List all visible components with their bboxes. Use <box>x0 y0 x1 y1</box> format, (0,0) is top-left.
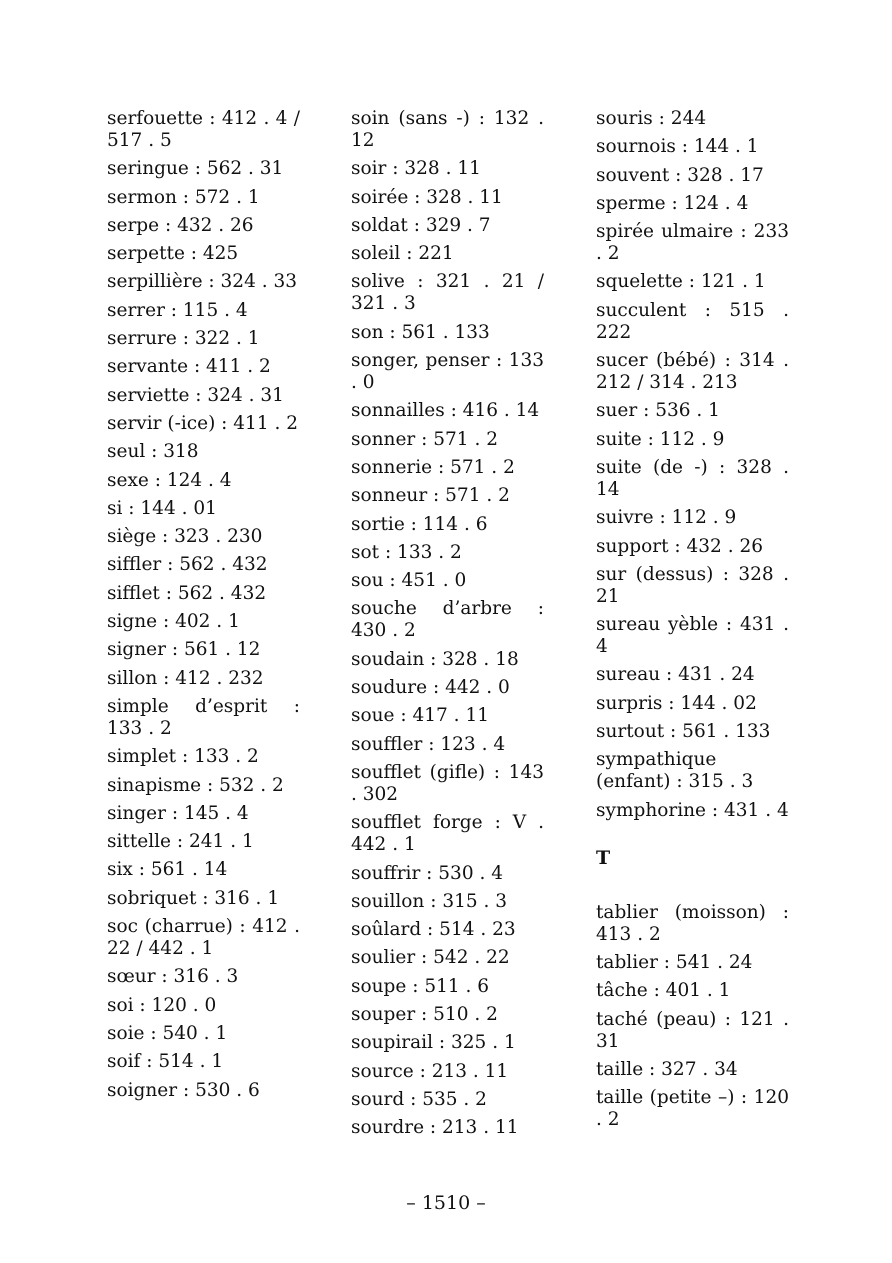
index-column-2 <box>351 108 544 1146</box>
index-entry: solive : 321 . 21 / 321 . 3 <box>351 271 544 315</box>
index-entry: sobriquet : 316 . 1 <box>107 887 280 909</box>
index-entry: sonnerie : 571 . 2 <box>351 456 515 478</box>
index-entry: servante : 411 . 2 <box>107 356 271 378</box>
index-entry: signe : 402 . 1 <box>107 611 240 633</box>
index-entry: tâche : 401 . 1 <box>596 980 731 1002</box>
index-entry: suer : 536 . 1 <box>596 400 720 422</box>
index-column-1 <box>107 108 300 1108</box>
index-entry: serviette : 324 . 31 <box>107 384 284 406</box>
index-entry: souche d’arbre : 430 . 2 <box>351 598 544 642</box>
index-entry: soi : 120 . 0 <box>107 994 217 1016</box>
index-entry: soldat : 329 . 7 <box>351 214 491 236</box>
index-entry: soûlard : 514 . 23 <box>351 919 516 941</box>
index-entry: sperme : 124 . 4 <box>596 192 749 214</box>
index-entry: sittelle : 241 . 1 <box>107 831 254 853</box>
index-entry: sou : 451 . 0 <box>351 570 467 592</box>
index-entry: succulent : 515 . 222 <box>596 299 789 343</box>
index-entry: sinapisme : 532 . 2 <box>107 774 284 796</box>
index-entry: simplet : 133 . 2 <box>107 746 259 768</box>
index-entry: songer, penser : 133 . 0 <box>351 350 544 394</box>
index-entry: soufflet (gifle) : 143 . 302 <box>351 761 544 805</box>
index-entry: sermon : 572 . 1 <box>107 186 260 208</box>
index-entry: si : 144 . 01 <box>107 497 217 519</box>
index-entry: souris : 244 <box>596 108 707 129</box>
index-entry: surtout : 561 . 133 <box>596 721 771 743</box>
index-entry: sifflet : 562 . 432 <box>107 582 267 604</box>
index-entry: soufflet forge : V . 442 . 1 <box>351 812 544 856</box>
index-entry: souffler : 123 . 4 <box>351 733 506 755</box>
index-entry: sœur : 316 . 3 <box>107 966 239 988</box>
index-entry: soue : 417 . 11 <box>351 705 489 727</box>
index-entry: servir (-ice) : 411 . 2 <box>107 412 299 434</box>
index-entry: singer : 145 . 4 <box>107 802 249 824</box>
index-entry: squelette : 121 . 1 <box>596 271 766 293</box>
index-entry: seringue : 562 . 31 <box>107 158 284 180</box>
index-entry: serpillière : 324 . 33 <box>107 271 298 293</box>
index-entry: sureau yèble : 431 . 4 <box>596 614 789 658</box>
index-entry: support : 432 . 26 <box>596 535 763 557</box>
index-entry: soupe : 511 . 6 <box>351 975 490 997</box>
section-letter-heading: T <box>596 846 611 869</box>
index-entry: sillon : 412 . 232 <box>107 667 264 689</box>
index-entry: soigner : 530 . 6 <box>107 1079 260 1101</box>
index-entry: sot : 133 . 2 <box>351 541 462 563</box>
index-entry: soin (sans -) : 132 . 12 <box>351 108 544 151</box>
index-entry: signer : 561 . 12 <box>107 639 261 661</box>
index-entry: sourd : 535 . 2 <box>351 1088 487 1110</box>
index-entry: soudure : 442 . 0 <box>351 677 510 699</box>
index-entry: suite : 112 . 9 <box>596 428 725 450</box>
index-entry: souvent : 328 . 17 <box>596 164 764 186</box>
index-entry: tablier : 541 . 24 <box>596 951 753 973</box>
index-entry: spirée ulmaire : 233 . 2 <box>596 221 789 265</box>
index-entry: symphorine : 431 . 4 <box>596 799 789 821</box>
index-entry: sourdre : 213 . 11 <box>351 1117 519 1139</box>
index-entry: serpe : 432 . 26 <box>107 214 254 236</box>
index-entry: serrer : 115 . 4 <box>107 299 248 321</box>
index-entry: six : 561 . 14 <box>107 859 228 881</box>
index-entry: sexe : 124 . 4 <box>107 469 232 491</box>
index-entry: siège : 323 . 230 <box>107 526 263 548</box>
index-entry: sonner : 571 . 2 <box>351 428 498 450</box>
index-entry: source : 213 . 11 <box>351 1060 509 1082</box>
index-entry: souffrir : 530 . 4 <box>351 862 504 884</box>
index-entry: soif : 514 . 1 <box>107 1051 224 1073</box>
entries-s-continued <box>596 108 789 822</box>
entries-t <box>596 902 789 1131</box>
index-column-3 <box>596 108 789 1137</box>
index-entry: soc (charrue) : 412 . 22 / 442 . 1 <box>107 916 300 960</box>
index-entry: sournois : 144 . 1 <box>596 136 759 158</box>
index-entry: taille (petite –) : 120 . 2 <box>596 1087 789 1131</box>
index-entry: soie : 540 . 1 <box>107 1022 228 1044</box>
index-entry: sonnailles : 416 . 14 <box>351 400 540 422</box>
index-entry: soirée : 328 . 11 <box>351 186 503 208</box>
index-entry: serpette : 425 <box>107 243 239 265</box>
index-entry: serfouette : 412 . 4 / 517 . 5 <box>107 108 300 151</box>
index-entry: suite (de -) : 328 . 14 <box>596 456 789 500</box>
index-entry: soudain : 328 . 18 <box>351 648 519 670</box>
page-number: – 1510 – <box>406 1192 486 1214</box>
index-entry: taille : 327 . 34 <box>596 1058 738 1080</box>
index-entry: serrure : 322 . 1 <box>107 328 260 350</box>
index-entry: siffler : 562 . 432 <box>107 554 268 576</box>
index-entry: taché (peau) : 121 . 31 <box>596 1008 789 1052</box>
index-entry: son : 561 . 133 <box>351 321 490 343</box>
index-entry: soleil : 221 <box>351 243 454 265</box>
index-entry: soir : 328 . 11 <box>351 158 481 180</box>
index-entry: tablier (moisson) : 413 . 2 <box>596 901 789 945</box>
index-entry: souper : 510 . 2 <box>351 1004 498 1026</box>
index-entry: sureau : 431 . 24 <box>596 664 755 686</box>
index-entry: souillon : 315 . 3 <box>351 890 508 912</box>
index-entry: sortie : 114 . 6 <box>351 513 488 535</box>
index-entry: sonneur : 571 . 2 <box>351 485 510 507</box>
index-entry: soulier : 542 . 22 <box>351 947 510 969</box>
index-entry: suivre : 112 . 9 <box>596 507 737 529</box>
index-entry: sur (dessus) : 328 . 21 <box>596 563 789 607</box>
index-entry: simple d’esprit : 133 . 2 <box>107 695 300 739</box>
index-entry: soupirail : 325 . 1 <box>351 1032 516 1054</box>
index-entry: surpris : 144 . 02 <box>596 692 757 714</box>
index-entry: sucer (bébé) : 314 . 212 / 314 . 213 <box>596 350 789 394</box>
index-entry: seul : 318 <box>107 441 199 463</box>
index-entry: sympathique (enfant) : 315 . 3 <box>596 749 754 793</box>
